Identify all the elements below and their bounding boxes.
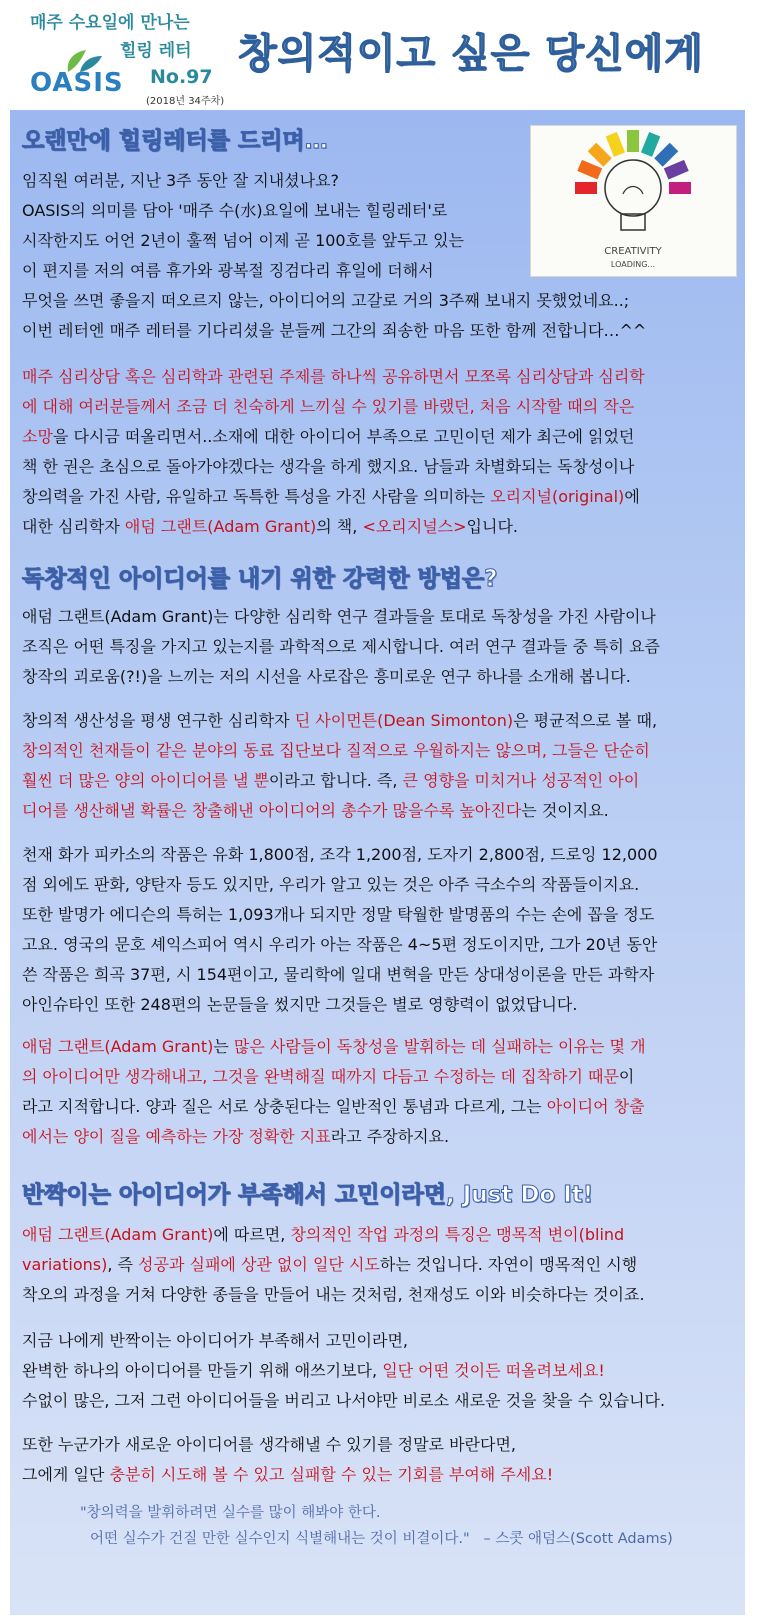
text: 하는 것입니다. 자연이 맹목적인 시행 [379, 1255, 638, 1274]
highlight: 큰 영향을 미치거나 성공적인 아이 [402, 771, 640, 790]
section3-paragraph1 [22, 1220, 645, 1310]
oasis-logo: OASIS [30, 68, 124, 98]
section1-paragraph2 [22, 362, 645, 542]
image-caption-loading: LOADING... [610, 260, 656, 269]
quote-line: "창의력을 발휘하려면 실수를 많이 해봐야 한다. [80, 1505, 381, 1521]
text-line [22, 1250, 645, 1280]
issue-week: (2018년 34주차) [146, 96, 225, 107]
highlight: 딘 사이먼튼(Dean Simonton) [294, 711, 514, 730]
text-line [22, 766, 657, 796]
closing-quote [80, 1500, 673, 1552]
section2-heading: 독창적인 아이디어를 내기 위한 강력한 방법은? [22, 566, 498, 592]
text-line: 이 편지를 저의 여름 휴가와 광복절 징검다리 휴일에 더해서 [22, 261, 434, 280]
text-line: 애덤 그랜트(Adam Grant)는 다양한 심리학 연구 결과들을 토대로 독창성을 가진 사람이나 [22, 607, 656, 626]
highlight: 소망 [22, 427, 53, 446]
text-line: 시작한지도 어언 2년이 훌쩍 넘어 이제 곧 100호를 앞두고 있는 [22, 231, 464, 250]
text-line: 천재 화가 피카소의 작품은 유화 1,800점, 조각 1,200점, 도자기 2,800점, 드로잉 12,000 [22, 845, 658, 864]
text-line: 임직원 여러분, 지난 3주 동안 잘 지내셨나요? [22, 171, 340, 190]
brand-subtitle: 힐링 레터 [120, 41, 192, 61]
text: 완벽한 하나의 아이디어를 만들기 위해 애쓰기보다, [22, 1361, 383, 1380]
text-line [22, 1356, 665, 1386]
text: 의 책, [316, 517, 363, 536]
letter-title: 창의적이고 싶은 당신에게 [238, 31, 704, 77]
highlight: 일단 어떤 것이든 떠올려보세요! [382, 1361, 605, 1380]
issue-number: No.97 [150, 66, 213, 88]
highlight: 아이디어 창출 [546, 1097, 645, 1116]
text: , 즉 [107, 1255, 139, 1274]
section2-paragraph2 [22, 706, 657, 826]
text: 그에게 일단 [22, 1465, 110, 1484]
text-line [22, 482, 645, 512]
text: 에 [624, 487, 640, 506]
highlight: 애덤 그랜트(Adam Grant) [22, 1225, 214, 1244]
section2-paragraph1 [22, 602, 660, 692]
text-line [22, 512, 645, 542]
text-line: 수없이 많은, 그저 그런 아이디어들을 버리고 나서야만 비로소 새로운 것을 찾을 수 있습니다. [22, 1391, 666, 1410]
quote-line [80, 1526, 673, 1552]
highlight: 오리지널(original) [490, 487, 625, 506]
highlight: 디어를 생산해낼 확률은 창출해낸 아이디어의 총수가 많을수록 높아진다 [22, 801, 522, 820]
highlight: 훨씬 더 많은 양의 아이디어를 낼 뿐 [22, 771, 269, 790]
text: 라고 지적합니다. 양과 질은 서로 상충된다는 일반적인 통념과 다르게, 그는 [22, 1097, 547, 1116]
highlight: 애덤 그랜트(Adam Grant) [22, 1037, 214, 1056]
text-line: 창의적인 천재들이 같은 분야의 동료 집단보다 질적으로 우월하지는 않으며, 그들은 단순히 [22, 741, 650, 760]
section1-paragraph1 [22, 166, 646, 346]
highlight: variations) [22, 1255, 108, 1274]
section2-paragraph4 [22, 1032, 646, 1152]
text: 입니다. [466, 517, 518, 536]
text-line: 이번 레터엔 매주 레터를 기다리셨을 분들께 그간의 죄송한 마음 또한 함께 전합니다…^^ [22, 321, 647, 340]
section3-paragraph3 [22, 1430, 553, 1490]
text: 에 따르면, [213, 1225, 291, 1244]
text-line [22, 1032, 646, 1062]
highlight: 많은 사람들이 독창성을 발휘하는 데 실패하는 이유는 몇 개 [233, 1037, 646, 1056]
text-line [22, 1062, 646, 1092]
section3-heading: 반짝이는 아이디어가 부족해서 고민이라면, Just Do It! [22, 1182, 594, 1208]
text: 은 평균적으로 볼 때, [513, 711, 658, 730]
text-line: 창작의 괴로움(?!)을 느끼는 저의 시선을 사로잡은 흥미로운 연구 하나를 소개해 봅니다. [22, 667, 631, 686]
highlight: 창의적인 작업 과정의 특징은 맹목적 변이(blind [290, 1225, 625, 1244]
image-caption: CREATIVITY [604, 246, 662, 257]
text-line: 또한 누군가가 새로운 아이디어를 생각해낼 수 있기를 정말로 바란다면, [22, 1435, 516, 1454]
text-line [22, 1092, 646, 1122]
highlight: 의 아이디어만 생각해내고, 그것을 완벽해질 때까지 다듬고 수정하는 데 집착하기 때문 [22, 1067, 619, 1086]
text-line: 에 대해 여러분들께서 조금 더 친숙하게 느끼실 수 있기를 바랬던, 처음 시작할 때의 작은 [22, 397, 635, 416]
text-line [22, 1220, 645, 1250]
text-line [22, 706, 657, 736]
text-line: 쓴 작품은 희곡 37편, 시 154편이고, 물리학에 일대 변혁을 만든 상대성이론을 만든 과학자 [22, 965, 655, 984]
text-line: 또한 발명가 에디슨의 특허는 1,093개나 되지만 정말 탁월한 발명품의 수는 손에 꼽을 정도 [22, 905, 655, 924]
section3-paragraph2 [22, 1326, 665, 1416]
text-line: 조직은 어떤 특징을 가지고 있는지를 과학적으로 제시합니다. 여러 연구 결과들 중 특히 요즘 [22, 637, 660, 656]
highlight: 성공과 실패에 상관 없이 일단 시도 [138, 1255, 380, 1274]
text: 는 [213, 1037, 234, 1056]
text-line: OASIS의 의미를 담아 '매주 수(水)요일에 보내는 힐링레터'로 [22, 201, 448, 220]
text-line [22, 796, 657, 826]
text-line: 점 외에도 판화, 양탄자 등도 있지만, 우리가 알고 있는 것은 아주 극소수의 작품들이지요. [22, 875, 640, 894]
text: 라고 주장하지요. [330, 1127, 450, 1146]
text: 대한 심리학자 [22, 517, 125, 536]
text: 을 다시금 떠올리면서..소재에 대한 아이디어 부족으로 고민이던 제가 최근에 읽었던 [52, 427, 635, 446]
highlight: 충분히 시도해 볼 수 있고 실패할 수 있는 기회를 부여해 주세요! [109, 1465, 554, 1484]
quote-text: 어떤 실수가 건질 만한 실수인지 식별해내는 것이 비결이다." [90, 1531, 470, 1547]
text-line: 책 한 권은 초심으로 돌아가야겠다는 생각을 하게 했지요. 남들과 차별화되는 독창성이나 [22, 457, 635, 476]
text: 는 것이지요. [521, 801, 609, 820]
text: 창의적 생산성을 평생 연구한 심리학자 [22, 711, 295, 730]
text-line: 착오의 과정을 거쳐 다양한 종들을 만들어 내는 것처럼, 천재성도 이와 비슷하다는 것이죠. [22, 1285, 645, 1304]
quote-author: – 스콧 애덤스(Scott Adams) [483, 1531, 673, 1547]
text-line: 고요. 영국의 문호 셰익스피어 역시 우리가 아는 작품은 4~5편 정도이지만, 그가 20년 동안 [22, 935, 658, 954]
header [0, 0, 783, 110]
brand-tagline: 매주 수요일에 만나는 [30, 13, 190, 33]
text-line: 무엇을 쓰면 좋을지 떠오르지 않는, 아이디어의 고갈로 거의 3주째 보내지 못했었네요..; [22, 291, 630, 310]
highlight: 에서는 양이 질을 예측하는 가장 정확한 지표 [22, 1127, 331, 1146]
section1-heading: 오랜만에 힐링레터를 드리며… [22, 128, 328, 154]
text: 창의력을 가진 사람, 유일하고 독특한 특성을 가진 사람을 의미하는 [22, 487, 491, 506]
highlight: 애덤 그랜트(Adam Grant) [124, 517, 317, 536]
text-line [22, 1122, 646, 1152]
text-line: 지금 나에게 반짝이는 아이디어가 부족해서 고민이라면, [22, 1331, 409, 1350]
text-line: 아인슈타인 또한 248편의 논문들을 썼지만 그것들은 별로 영향력이 없었답니다. [22, 995, 578, 1014]
text: 이 [618, 1067, 635, 1086]
text-line [22, 422, 645, 452]
highlight: <오리지널스> [362, 517, 467, 536]
text-line: 매주 심리상담 혹은 심리학과 관련된 주제를 하나씩 공유하면서 모쪼록 심리상담과 심리학 [22, 367, 645, 386]
text-line [22, 1460, 553, 1490]
text: 이라고 합니다. 즉, [268, 771, 403, 790]
section2-paragraph3 [22, 840, 658, 1020]
